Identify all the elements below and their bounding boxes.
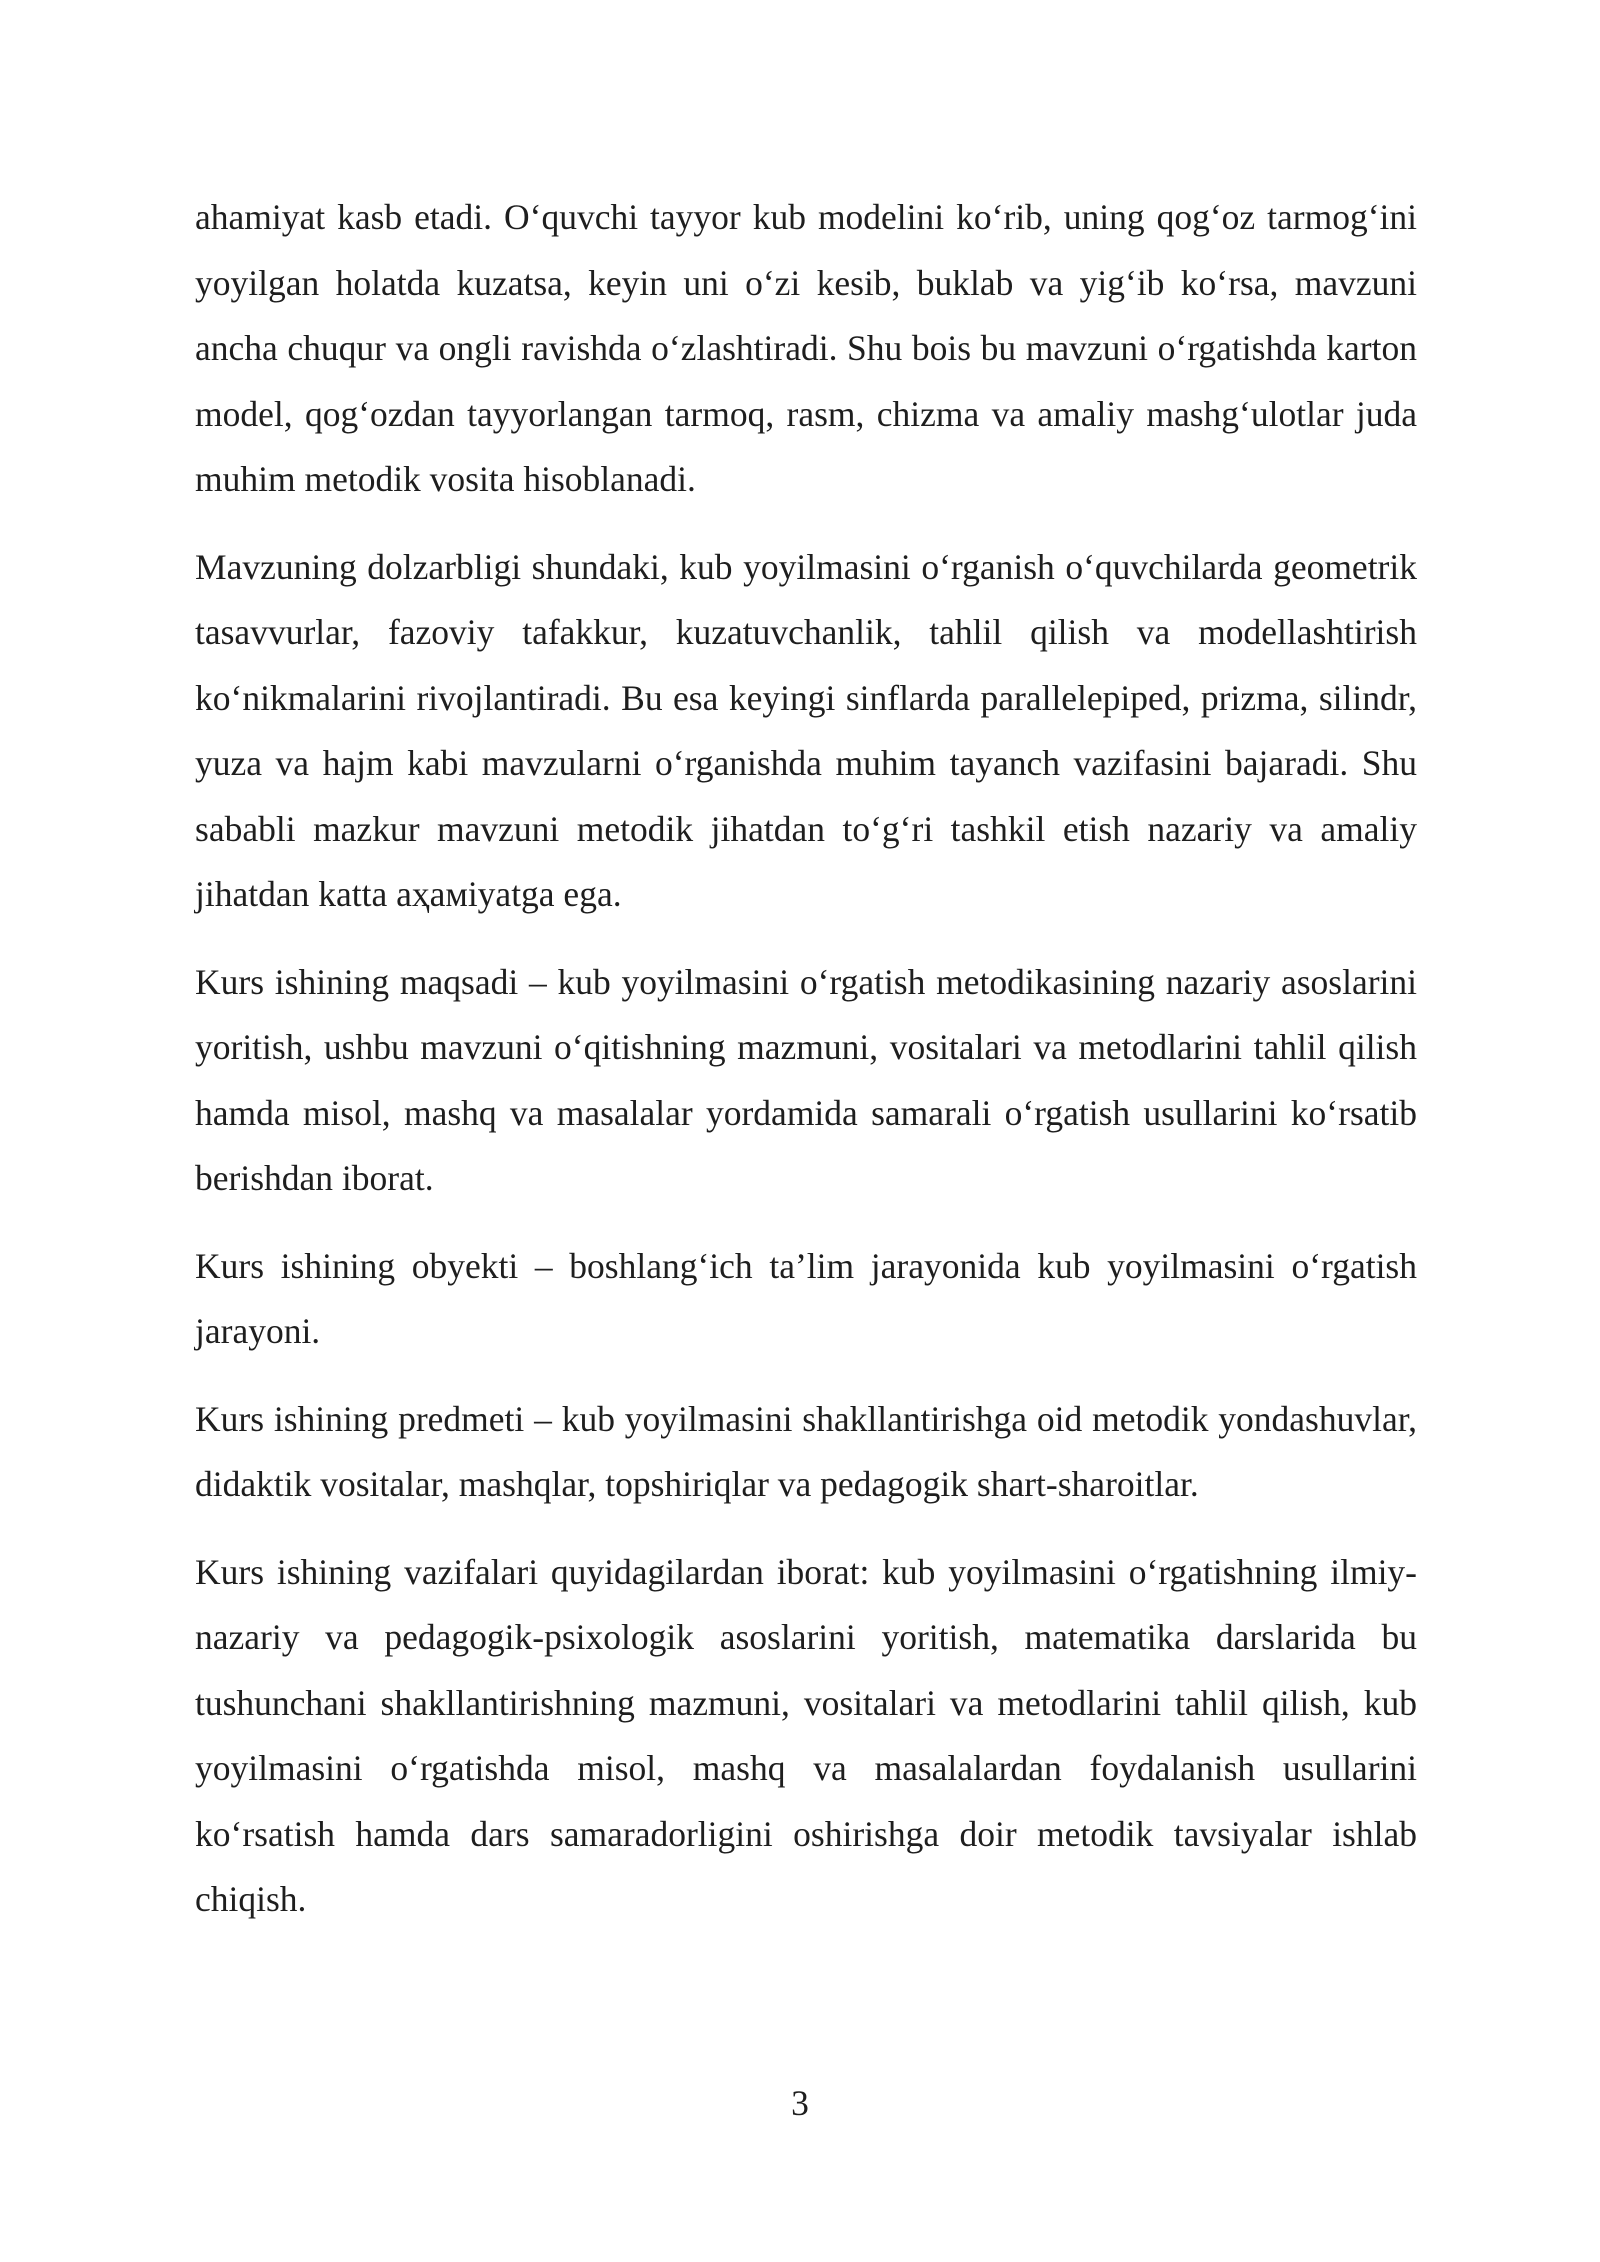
paragraph-object: Kurs ishining obyekti – boshlang‘ich ta’lim jarayonida kub yoyilmasini o‘rgatish jarayoni. — [195, 1245, 1417, 1351]
paragraph-tasks: Kurs ishining vazifalari quyidagilardan iborat: kub yoyilmasini o‘rgatishning ilmiy-nazariy va pedagogik-psixologik asoslarini yoritish, matematika darslarida bu tushunchani shakllantirishning mazmuni, vositalari va metodlarini tahlil qilish, kub yoyilmasini o‘rgatishda misol, mashq va masalalardan foydalanish usullarini ko‘rsatish hamda dars samaradorligini oshirishga doir metodik tavsiyalar ishlab chiqish. — [195, 1551, 1417, 1919]
body-text — [195, 185, 1417, 1955]
paragraph-relevance: Mavzuning dolzarbligi shundaki, kub yoyilmasini o‘rganish o‘quvchilarda geometrik tasavvurlar, fazoviy tafakkur, kuzatuvchanlik, tahlil qilish va modellashtirish ko‘nikmalarini rivojlantiradi. Bu esa keyingi sinflarda parallelepiped, prizma, silindr, yuza va hajm kabi mavzularni o‘rganishda muhim tayanch vazifasini bajaradi. Shu sababli mazkur mavzuni metodik jihatdan to‘g‘ri tashkil etish nazariy va amaliy jihatdan katta aҳамiyatga ega. — [195, 546, 1417, 914]
page-number: 3 — [791, 2083, 809, 2123]
paragraph-goal: Kurs ishining maqsadi – kub yoyilmasini o‘rgatish metodikasining nazariy asoslarini yoritish, ushbu mavzuni o‘qitishning mazmuni, vositalari va metodlarini tahlil qilish hamda misol, mashq va masalalar yordamida samarali o‘rgatish usullarini ko‘rsatib berishdan iborat. — [195, 961, 1417, 1198]
paragraph-intro-continuation: ahamiyat kasb etadi. O‘quvchi tayyor kub modelini ko‘rib, uning qog‘oz tarmog‘ini yoyilgan holatda kuzatsa, keyin uni o‘zi kesib, buklab va yig‘ib ko‘rsa, mavzuni ancha chuqur va ongli ravishda o‘zlashtiradi. Shu bois bu mavzuni o‘rgatishda karton model, qog‘ozdan tayyorlangan tarmoq, rasm, chizma va amaliy mashg‘ulotlar juda muhim metodik vosita hisoblanadi. — [195, 197, 1417, 499]
paragraph-subject: Kurs ishining predmeti – kub yoyilmasini shakllantirishga oid metodik yondashuvlar, didaktik vositalar, mashqlar, topshiriqlar va pedagogik shart-sharoitlar. — [195, 1398, 1417, 1504]
